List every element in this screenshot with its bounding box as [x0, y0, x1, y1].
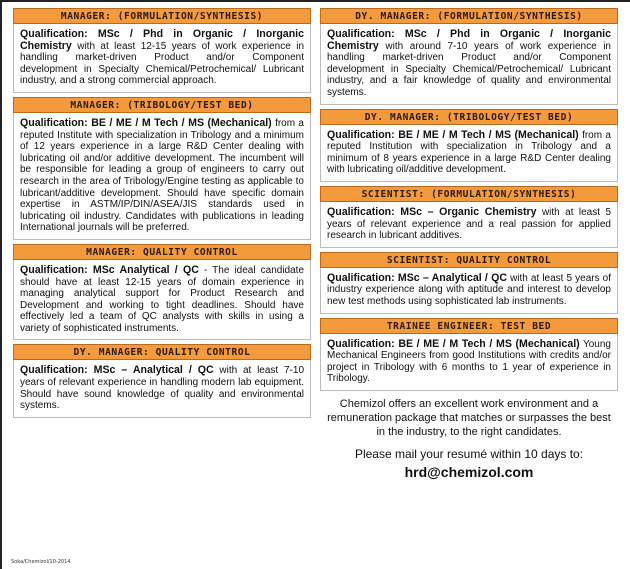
- job-description: [13, 24, 311, 93]
- mail-instruction: Please mail your resumé within 10 days to:: [354, 446, 584, 461]
- job-text: with around 7-10 years of work experience in handling market-driven Product and/or Component development in Specialty Chemical/Petrochemical/ Lubricant industry, and a fair knowledge of quality and environmental systems.: [327, 40, 611, 98]
- job-header: DY. MANAGER: (TRIBOLOGY/TEST BED): [320, 109, 618, 125]
- left-column: [13, 8, 311, 418]
- job-header: MANAGER: (FORMULATION/SYNTHESIS): [13, 8, 311, 24]
- qualification: Qualification: BE / ME / M Tech / MS (Mechanical): [327, 337, 580, 350]
- job-description: [320, 202, 618, 248]
- job-header: DY. MANAGER: QUALITY CONTROL: [13, 344, 311, 360]
- job-header: MANAGER: QUALITY CONTROL: [13, 244, 311, 260]
- job-block-trainee-engineer: [320, 318, 618, 391]
- job-block-dy-manager-tribology: [320, 109, 618, 182]
- job-header: MANAGER: (TRIBOLOGY/TEST BED): [13, 97, 311, 113]
- job-text: with at least 5 years of industry experience along with aptitude and interest to develop new test methods using sophisticated lab instruments.: [327, 272, 611, 307]
- job-block-dy-manager-formulation: [320, 8, 618, 105]
- qualification: Qualification: MSc Analytical / QC: [20, 263, 199, 276]
- job-block-manager-formulation: [13, 8, 311, 93]
- job-block-dy-manager-qc: [13, 344, 311, 417]
- qualification: Qualification: MSc – Analytical / QC: [20, 364, 214, 377]
- job-description: [320, 334, 618, 391]
- job-description: [320, 268, 618, 314]
- closing-statement: Chemizol offers an excellent work environment and a remuneration package that matches or surpasses the best in the industry, to the right candidates.: [327, 397, 611, 438]
- qualification: Qualification: MSc / Phd in Organic / Inorganic Chemistry: [20, 28, 304, 52]
- right-column: [320, 8, 618, 480]
- job-text: - The ideal candidate should have at least 12-15 years of domain experience in managing analytical support for Product Research and Development and working to tight deadlines. Should have effectively led a team of QC analysts with skills in using a variety of sophisticated instruments.: [20, 264, 304, 334]
- qualification: Qualification: BE / ME / M Tech / MS (Mechanical): [327, 128, 579, 141]
- job-header: SCIENTIST: (FORMULATION/SYNTHESIS): [320, 186, 618, 202]
- job-text: with at least 12-15 years of work experience in handling market-driven Product and/or Component development in Specialty Chemical/Petrochemical/ Lubricant industry, and a strong commercial approach.: [20, 40, 304, 87]
- job-text: with at least 7-10 years of relevant experience in handling modern lab equipment. Should have sound knowledge of quality and environmental systems.: [20, 365, 305, 412]
- contact-email[interactable]: hrd@chemizol.com: [404, 463, 534, 480]
- job-text: Young Mechanical Engineers from good Institutions with credits and/or project in Tribology with 6 months to 1 year of experience in Tribology.: [327, 338, 611, 385]
- job-block-manager-tribology: [13, 97, 311, 240]
- job-description: [13, 360, 311, 417]
- job-description: [13, 260, 311, 341]
- job-text: from a reputed Institute with specialization in Tribology and a minimum of 12 years experience in a large R&D Center dealing with lubricating oil and/or additive development. The incumbent will be responsible for leading a group of engineers to carry out research in the area of Tribology/Engine testing as applicable to lubricant/additive development. Should have specific domain expertise in ASTM/IP/DIN/ASEA/JIS standards used in lubricating oil industry. Candidates with publications in leading International journals will be preferred.: [20, 117, 304, 234]
- job-block-manager-qc: [13, 244, 311, 341]
- qualification: Qualification: MSc – Organic Chemistry: [327, 205, 537, 218]
- job-block-scientist-qc: [320, 252, 618, 314]
- job-block-scientist-formulation: [320, 186, 618, 248]
- job-header: DY. MANAGER: (FORMULATION/SYNTHESIS): [320, 8, 618, 24]
- job-description: [320, 24, 618, 105]
- job-header: SCIENTIST: QUALITY CONTROL: [320, 252, 618, 268]
- qualification: Qualification: MSc / Phd in Organic / Inorganic Chemistry: [327, 28, 611, 52]
- reference-code: Soka/Chemizol/10-2014: [11, 559, 71, 565]
- qualification: Qualification: MSc – Analytical / QC: [327, 271, 507, 284]
- job-header: TRAINEE ENGINEER: TEST BED: [320, 318, 618, 334]
- job-text: from a reputed Institution with specialization in Tribology and a minimum of 8 years experience in a large R&D Center dealing with lubricating oil/additive development.: [327, 129, 611, 176]
- job-description: [13, 113, 311, 240]
- job-description: [320, 125, 618, 182]
- qualification: Qualification: BE / ME / M Tech / MS (Mechanical): [20, 116, 272, 129]
- job-text: with at least 5 years of relevant experience and a real passion for applied research in lubricant additives.: [327, 206, 611, 242]
